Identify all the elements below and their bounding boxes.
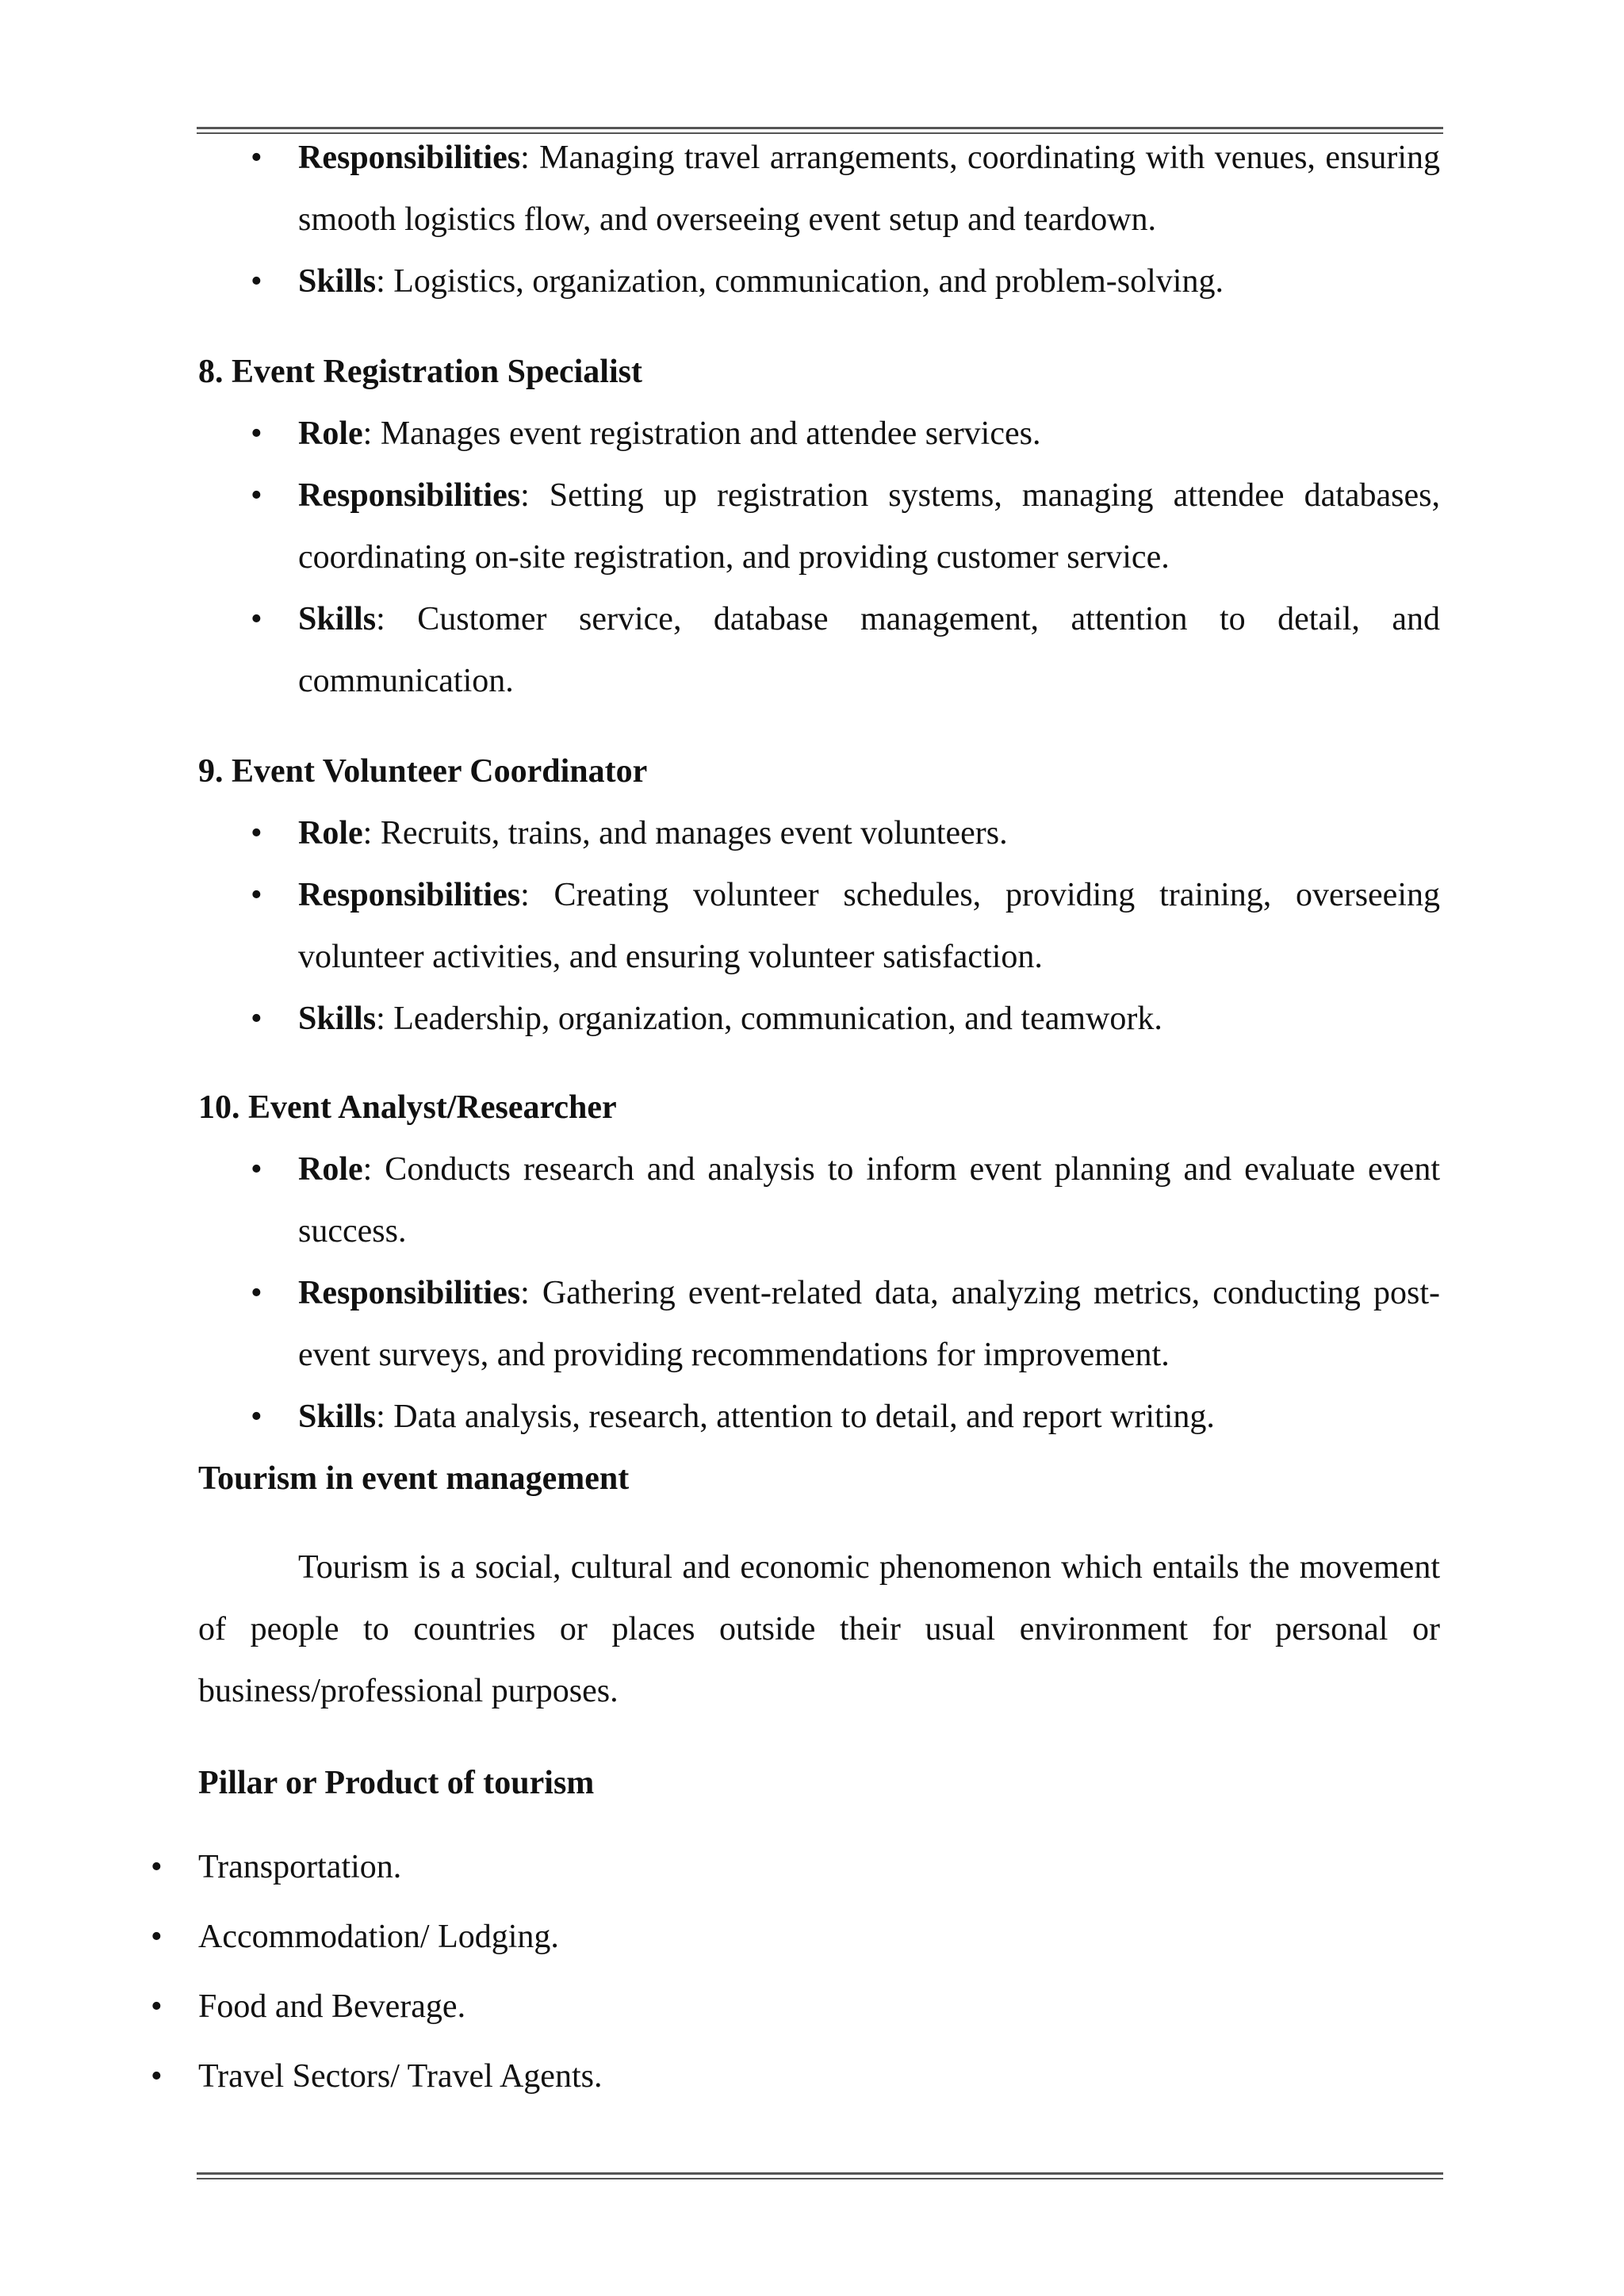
tourism-heading: Tourism in event management [198, 1460, 630, 1497]
section-10-list [298, 1138, 1440, 1448]
section-8-heading: 8. Event Registration Specialist [198, 354, 642, 390]
section-10-heading: 10. Event Analyst/Researcher [198, 1089, 617, 1126]
pillars-list [198, 1836, 602, 2115]
list-item: • Role: Conducts research and analysis to inform event planning and evaluate event success. [298, 1138, 1440, 1262]
list-item: • Skills: Data analysis, research, attention to detail, and report writing. [298, 1386, 1440, 1448]
list-item: • Responsibilities: Gathering event-related data, analyzing metrics, conducting post-event surveys, and providing recommendations for improvement. [298, 1262, 1440, 1386]
tourism-paragraph: Tourism is a social, cultural and economic phenomenon which entails the movement of people to countries or places outside their usual environment for personal or business/professional purposes. [198, 1549, 1440, 1709]
list-item: • Responsibilities: Creating volunteer schedules, providing training, overseeing volunteer activities, and ensuring volunteer satisfaction. [298, 864, 1440, 988]
list-item: • Role: Recruits, trains, and manages event volunteers. [298, 802, 1440, 864]
list-item: • Transportation. [198, 1836, 602, 1906]
section-9-list [298, 802, 1440, 1050]
list-item: • Skills: Customer service, database management, attention to detail, and communication. [298, 588, 1440, 712]
pillars-heading: Pillar or Product of tourism [198, 1765, 595, 1801]
list-item: • Role: Manages event registration and attendee services. [298, 403, 1440, 465]
section-9-heading: 9. Event Volunteer Coordinator [198, 753, 648, 790]
section-8-list [298, 403, 1440, 712]
list-item: • Skills: Logistics, organization, communication, and problem-solving. [298, 251, 1440, 312]
section-7-list [298, 127, 1440, 312]
list-item: • Food and Beverage. [198, 1976, 602, 2045]
list-item: • Accommodation/ Lodging. [198, 1906, 602, 1976]
list-item: • Responsibilities: Managing travel arrangements, coordinating with venues, ensuring smooth logistics flow, and overseeing event setup and teardown. [298, 127, 1440, 251]
list-item: • Travel Sectors/ Travel Agents. [198, 2045, 602, 2115]
footer-rule [197, 2172, 1443, 2175]
list-item: • Responsibilities: Setting up registration systems, managing attendee databases, coordinating on-site registration, and providing customer service. [298, 465, 1440, 588]
list-item: • Skills: Leadership, organization, communication, and teamwork. [298, 988, 1440, 1050]
